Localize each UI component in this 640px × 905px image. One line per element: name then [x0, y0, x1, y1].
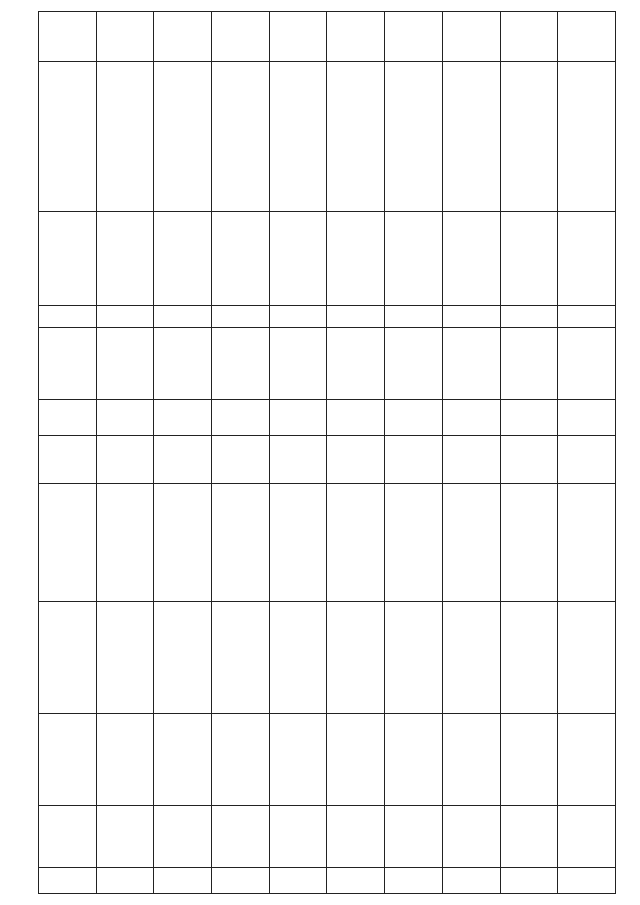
cell-row-number	[442, 868, 500, 894]
cell-extra	[154, 12, 212, 62]
cell-service-name	[269, 602, 327, 714]
cell-service-category	[385, 714, 443, 806]
cell-registry-code	[269, 806, 327, 868]
cell-type	[558, 400, 616, 436]
cell-service-name	[96, 602, 154, 714]
table-row	[96, 12, 154, 894]
cell-row-number	[327, 868, 385, 894]
cell-okved-code	[96, 306, 154, 328]
cell-okved-code	[212, 306, 270, 328]
cell-consumer-category	[500, 212, 558, 306]
cell-target	[96, 62, 154, 212]
cell-okved-code	[385, 306, 443, 328]
cell-service-name	[212, 602, 270, 714]
cell-consumer-category	[96, 212, 154, 306]
cell-fee-basis	[269, 328, 327, 400]
cell-target	[500, 62, 558, 212]
cell-target	[39, 62, 97, 212]
cell-fee-basis	[96, 328, 154, 400]
cell-consumer-category	[154, 212, 212, 306]
cell-registry-code	[96, 806, 154, 868]
cell-consumer-category	[327, 212, 385, 306]
cell-okved-code	[269, 306, 327, 328]
cell-type	[500, 400, 558, 436]
table-row	[39, 12, 97, 894]
table-row	[269, 12, 327, 894]
cell-fee-basis	[154, 328, 212, 400]
cell-okved-code	[442, 306, 500, 328]
cell-registry-code	[385, 806, 443, 868]
cell-type	[442, 400, 500, 436]
cell-work-content	[558, 484, 616, 602]
cell-consumer-category	[39, 212, 97, 306]
table-row	[558, 12, 616, 894]
document-page	[38, 12, 616, 894]
cell-consumer-category	[212, 212, 270, 306]
cell-type	[39, 400, 97, 436]
cell-consumer-category	[269, 212, 327, 306]
cell-delivery-form	[385, 436, 443, 484]
cell-row-number	[500, 868, 558, 894]
cell-service-name	[558, 602, 616, 714]
cell-service-category	[96, 714, 154, 806]
cell-registry-code	[212, 806, 270, 868]
cell-extra	[269, 12, 327, 62]
cell-row-number	[212, 868, 270, 894]
cell-work-content	[154, 484, 212, 602]
cell-extra	[96, 12, 154, 62]
cell-delivery-form	[154, 436, 212, 484]
cell-work-content	[442, 484, 500, 602]
cell-work-content	[327, 484, 385, 602]
cell-registry-code	[39, 806, 97, 868]
cell-service-name	[385, 602, 443, 714]
cell-delivery-form	[442, 436, 500, 484]
cell-target	[385, 62, 443, 212]
cell-work-content	[500, 484, 558, 602]
cell-registry-code	[558, 806, 616, 868]
cell-work-content	[39, 484, 97, 602]
cell-okved-code	[39, 306, 97, 328]
cell-okved-code	[327, 306, 385, 328]
cell-target	[558, 62, 616, 212]
cell-registry-code	[500, 806, 558, 868]
cell-fee-basis	[385, 328, 443, 400]
table-row	[385, 12, 443, 894]
cell-service-category	[327, 714, 385, 806]
cell-row-number	[385, 868, 443, 894]
cell-okved-code	[500, 306, 558, 328]
cell-registry-code	[442, 806, 500, 868]
cell-extra	[442, 12, 500, 62]
cell-target	[154, 62, 212, 212]
cell-delivery-form	[96, 436, 154, 484]
cell-work-content	[385, 484, 443, 602]
cell-row-number	[154, 868, 212, 894]
cell-type	[154, 400, 212, 436]
cell-delivery-form	[558, 436, 616, 484]
table-row	[154, 12, 212, 894]
cell-type	[212, 400, 270, 436]
cell-delivery-form	[500, 436, 558, 484]
table-row	[442, 12, 500, 894]
cell-extra	[558, 12, 616, 62]
cell-fee-basis	[212, 328, 270, 400]
cell-service-name	[327, 602, 385, 714]
cell-service-name	[500, 602, 558, 714]
cell-extra	[39, 12, 97, 62]
cell-service-name	[39, 602, 97, 714]
cell-work-content	[212, 484, 270, 602]
cell-okved-code	[558, 306, 616, 328]
cell-service-category	[39, 714, 97, 806]
cell-extra	[500, 12, 558, 62]
cell-fee-basis	[327, 328, 385, 400]
cell-row-number	[269, 868, 327, 894]
cell-extra	[212, 12, 270, 62]
cell-service-category	[442, 714, 500, 806]
cell-row-number	[558, 868, 616, 894]
cell-target	[442, 62, 500, 212]
table-row	[327, 12, 385, 894]
cell-service-name	[442, 602, 500, 714]
services-table	[38, 11, 616, 894]
cell-row-number	[39, 868, 97, 894]
cell-okved-code	[154, 306, 212, 328]
table-row	[500, 12, 558, 894]
table-row	[212, 12, 270, 894]
cell-target	[327, 62, 385, 212]
cell-service-category	[500, 714, 558, 806]
cell-service-category	[269, 714, 327, 806]
rotated-table-container	[38, 12, 616, 894]
cell-delivery-form	[39, 436, 97, 484]
cell-service-category	[212, 714, 270, 806]
cell-delivery-form	[212, 436, 270, 484]
cell-service-category	[558, 714, 616, 806]
cell-consumer-category	[558, 212, 616, 306]
cell-row-number	[96, 868, 154, 894]
cell-target	[212, 62, 270, 212]
cell-work-content	[96, 484, 154, 602]
cell-extra	[327, 12, 385, 62]
cell-service-name	[154, 602, 212, 714]
cell-consumer-category	[385, 212, 443, 306]
cell-fee-basis	[500, 328, 558, 400]
cell-service-category	[154, 714, 212, 806]
cell-registry-code	[327, 806, 385, 868]
cell-type	[96, 400, 154, 436]
cell-fee-basis	[442, 328, 500, 400]
cell-target	[269, 62, 327, 212]
cell-registry-code	[154, 806, 212, 868]
cell-extra	[385, 12, 443, 62]
cell-type	[385, 400, 443, 436]
cell-type	[269, 400, 327, 436]
cell-delivery-form	[327, 436, 385, 484]
cell-fee-basis	[558, 328, 616, 400]
cell-fee-basis	[39, 328, 97, 400]
cell-work-content	[269, 484, 327, 602]
cell-type	[327, 400, 385, 436]
cell-delivery-form	[269, 436, 327, 484]
cell-consumer-category	[442, 212, 500, 306]
